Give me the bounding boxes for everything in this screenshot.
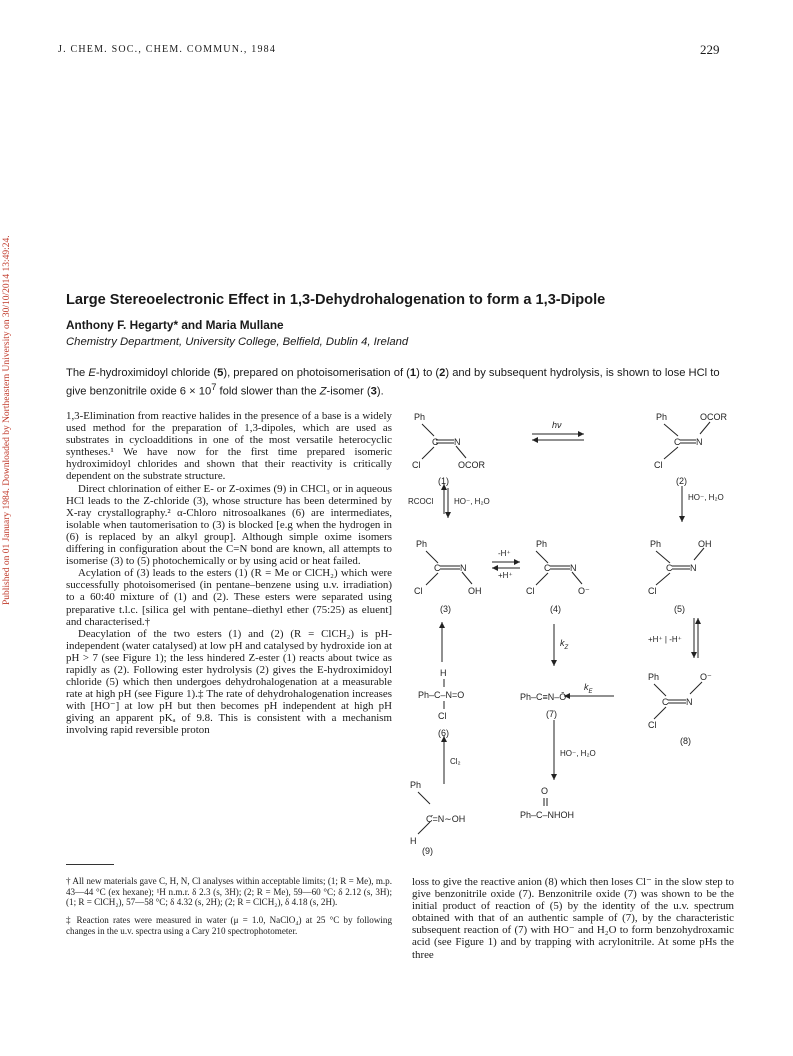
carbon-label: C: [434, 563, 441, 573]
running-header: J. CHEM. SOC., CHEM. COMMUN., 1984: [58, 44, 277, 55]
nitrogen-label: N: [454, 437, 461, 447]
page-number: 229: [700, 42, 720, 57]
compound-number: (9): [422, 846, 433, 856]
substituent-label: Ph: [416, 539, 428, 549]
article-affiliation: Chemistry Department, University College, Belfield, Dublin 4, Ireland: [66, 336, 409, 348]
body-paragraph: Direct chlorination of either E- or Z-oximes (9) in CHCl₃ or in aqueous HCl leads to the Z-chloride (3), whose structure has been determined by X-ray crystallography.² α-Chloro nitrosoalkanes (6) are intermediates, isolable when tautomerisation to (3) is blocked [e.g when the hydrogen in (6) is replaced by an alkyl group]. Although simple oxime isomers differing in configuration about the C=N bond are known, all attempts to isomerise (3) to (5) photochemically or by using acid or heat failed.: [66, 482, 392, 568]
compound-number: (8): [680, 736, 691, 746]
body-paragraph: Acylation of (3) leads to the esters (1) (R = Me or ClCH₂) which were successfully photoisomerised (in pentane–benzene using u.v. irradiation) to a 60:40 mixture of (1) and (2). These esters were separated using preparative t.l.c. [silica gel with pentane–diethyl ether (75:25) as eluent] and characterised.†: [66, 567, 392, 628]
body-left-column: [66, 410, 392, 737]
reaction-scheme: [404, 404, 744, 856]
condition-label: HO⁻, H₂O: [560, 749, 596, 758]
substituent-label: Ph: [656, 412, 668, 422]
substituent-label: Ph: [648, 672, 660, 682]
footnote: † All new materials gave C, H, N, Cl analyses within acceptable limits; (1; R = Me), m.p. 43—44 °C (ex hexane); ¹H n.m.r. δ 2.3 (s, 3H); (2; R = Me), 59—60 °C; δ 2.12 (s, 3H); (1; R = ClCH₂), 57—58 °C; δ 4.32 (s, 2H); (2; R = ClCH₂), δ 4.18 (s, 2H).: [66, 876, 392, 908]
condition-label: +H⁺: [498, 571, 513, 580]
compound-number: (6): [438, 728, 449, 738]
compound-number: (7): [546, 709, 557, 719]
body-paragraph: loss to give the reactive anion (8) which then loses Cl⁻ in the slow step to give benzonitrile oxide (7). Benzonitrile oxide (7) was shown to be the initial product of reaction of (5) by the identity of the u.v. spectrum obtained with that of an authentic sample of (7), by the characteristic subsequent reaction of (7) with HO⁻ and H₂O to form benzohydroxamic acid (see Figure 1) and by trapping with acrylonitrile. At some pHs the three: [412, 876, 734, 961]
condition-label: +H⁺ | -H⁺: [648, 635, 682, 644]
substituent-label: OH: [468, 586, 482, 596]
body-paragraph: Deacylation of the two esters (1) and (2) (R = ClCH₂) is pH-independent (water catalysed) at low pH and catalysed by hydroxide ion at pH > 7 (see Figure 1); the less hindered Z-ester (1) reacts about twice as rapidly as (2). Following ester hydrolysis (2) gives the E-hydroximidoyl chloride (5) which then undergoes dehydrohalogenation at a measurable rate at high pH (see Figure 1).‡ The rate of dehydrohalogenation increases with [HO⁻] at low pH but then becomes pH independent at high pH giving an apparent pKₐ of 9.8. This is consistent with a mechanism involving rapid reversible proton: [66, 627, 392, 737]
substituent-label: O⁻: [700, 672, 712, 682]
substituent-label: H: [410, 836, 417, 846]
article-authors: Anthony F. Hegarty* and Maria Mullane: [66, 318, 284, 332]
article-title: Large Stereoelectronic Effect in 1,3-Dehydrohalogenation to form a 1,3-Dipole: [66, 292, 606, 308]
nitrogen-label: N: [460, 563, 467, 573]
footnotes: [66, 876, 392, 944]
nitrogen-label: N: [690, 563, 697, 573]
body-paragraph: 1,3-Elimination from reactive halides in the presence of a base is a widely used method for the preparation of 1,3-dipoles, which are used as substrates in cycloadditions in one of the most versatile heterocyclic syntheses.¹ We have now for the first time prepared isomeric hydroximidoyl chlorides and shown that their reactivity is critically dependent on the substrate structure.: [66, 410, 392, 483]
carbon-label: C: [662, 697, 669, 707]
condition-label: hν: [552, 420, 562, 430]
substituent-label: OCOR: [458, 460, 485, 470]
substituent-label: O⁻: [578, 586, 590, 596]
substituent-label: Cl: [526, 586, 535, 596]
nitrogen-label: N: [696, 437, 703, 447]
compound-number: (1): [438, 476, 449, 486]
formula-6: Ph–C–N=O: [418, 690, 465, 700]
substituent-label: OCOR: [700, 412, 727, 422]
rate-constant-kz: $k_Z$: [560, 638, 569, 651]
formula-acid: Ph–C–NHOH: [520, 810, 575, 820]
nitrogen-label: N: [570, 563, 577, 573]
condition-label: HO⁻, H₂O: [688, 493, 724, 502]
publication-sidebar-stamp: Published on 01 January 1984. Downloaded by Northeastern University on 30/10/2014 13:49:24.: [2, 235, 12, 605]
compound-number: (3): [440, 604, 451, 614]
substituent-label: Cl: [654, 460, 663, 470]
formula-7: Ph–C≡N–Ō: [520, 692, 567, 702]
condition-label: HO⁻, H₂O: [454, 497, 490, 506]
carbon-label: C: [666, 563, 673, 573]
footnote: ‡ Reaction rates were measured in water (μ = 1.0, NaClO₄) at 25 °C by following changes in the u.v. spectra using a Cary 210 spectrophotometer.: [66, 915, 392, 936]
substituent-label: Cl: [438, 711, 447, 721]
formula-9: C=N∼OH: [426, 814, 466, 824]
compound-number: (4): [550, 604, 561, 614]
compound-number: (2): [676, 476, 687, 486]
carbon-label: C: [432, 437, 439, 447]
substituent-label: Cl: [412, 460, 421, 470]
rate-constant-ke: $k_E$: [584, 682, 593, 695]
abstract: The E-hydroximidoyl chloride (5), prepared on photoisomerisation of (1) to (2) and by subsequent hydrolysis, is shown to lose HCl to give benzonitrile oxide $6 \times 10^7$ fold slower than the Z-isomer (3).: [66, 367, 720, 398]
body-right-column: [412, 876, 734, 961]
substituent-label: Cl: [648, 586, 657, 596]
nitrogen-label: N: [686, 697, 693, 707]
substituent-label: Ph: [536, 539, 548, 549]
condition-label: RCOCl: [408, 497, 434, 506]
substituent-label: Ph: [650, 539, 662, 549]
carbonyl-oxygen: O: [541, 786, 549, 796]
footnote-rule: [66, 864, 114, 865]
substituent-label: OH: [698, 539, 712, 549]
carbon-label: C: [674, 437, 681, 447]
substituent-label: H: [440, 668, 447, 678]
condition-label: -H⁺: [498, 549, 511, 558]
substituent-label: Cl: [648, 720, 657, 730]
compound-number: (5): [674, 604, 685, 614]
substituent-label: Ph: [410, 780, 422, 790]
substituent-label: Cl: [414, 586, 423, 596]
substituent-label: Ph: [414, 412, 426, 422]
condition-label: Cl₂: [450, 757, 461, 766]
carbon-label: C: [544, 563, 551, 573]
